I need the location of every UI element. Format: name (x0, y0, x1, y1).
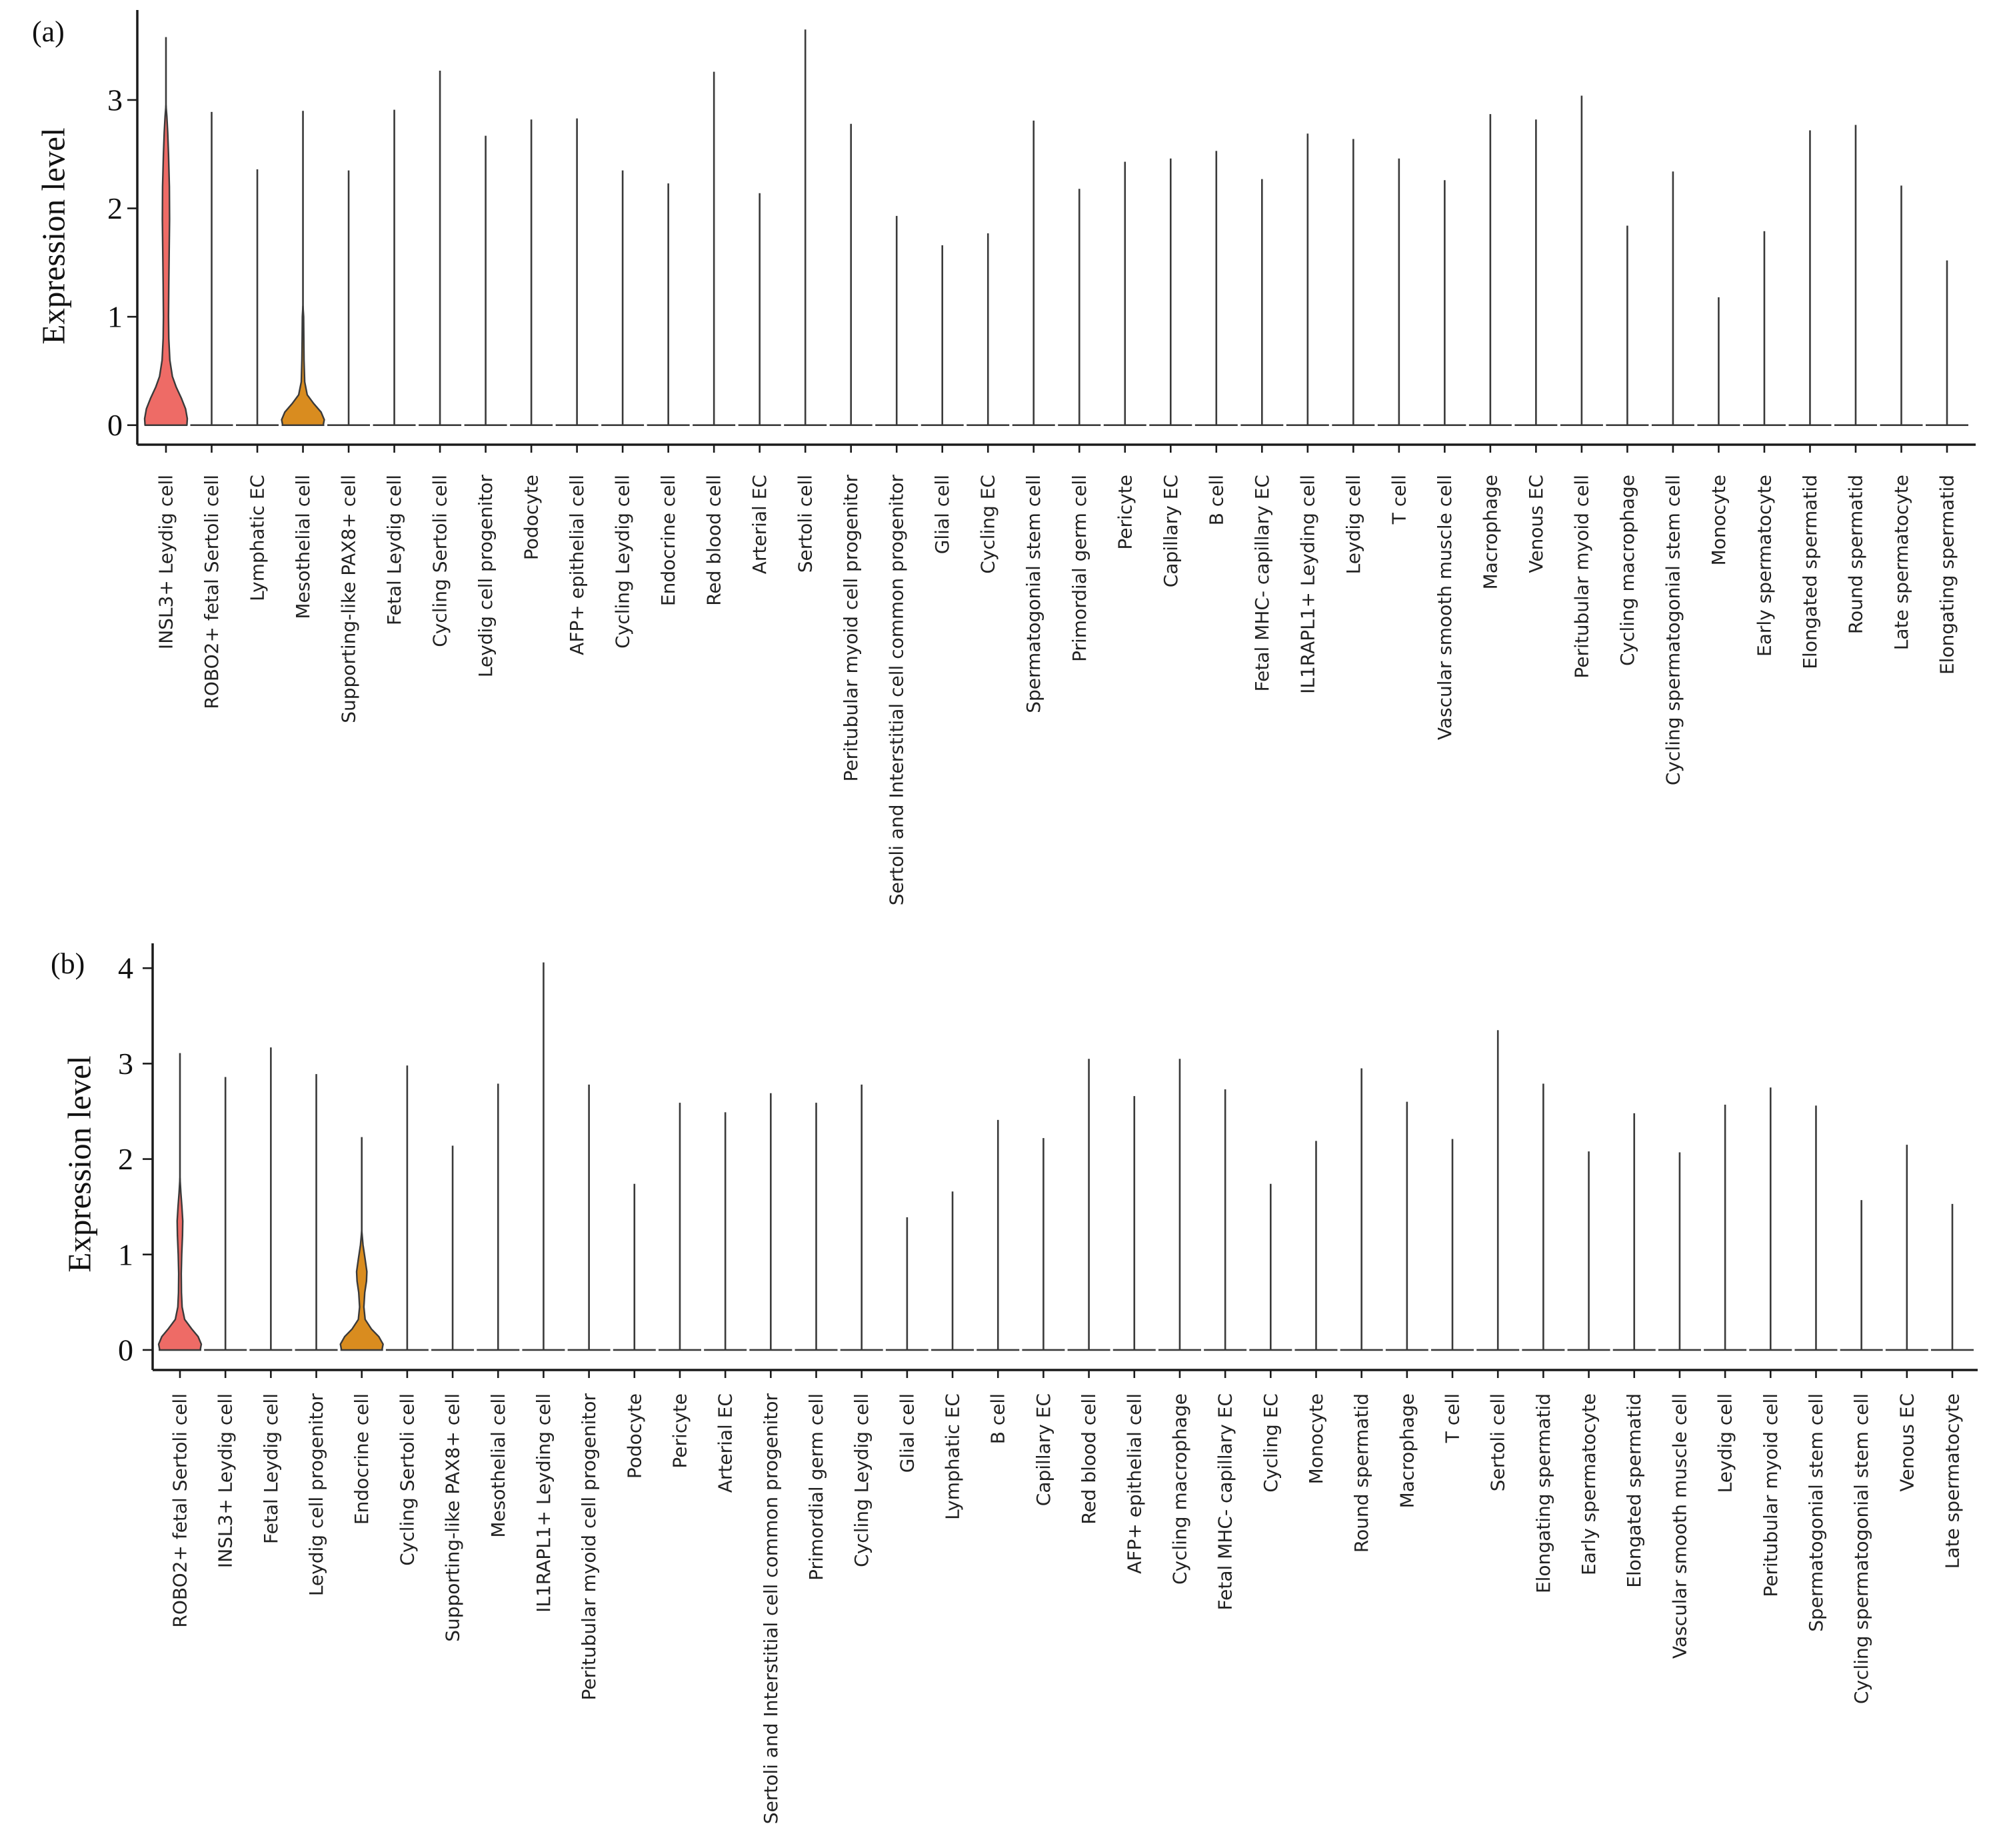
panel-a-category-label-sertoli-cell: Sertoli cell (794, 475, 817, 573)
panel-b-y-axis-title: Expression level (61, 1055, 98, 1273)
panel-b-category-label-t-cell: T cell (1441, 1393, 1464, 1443)
panel-b-category-label-robo2-plus-fetal-sertoli-cell: ROBO2+ fetal Sertoli cell (169, 1393, 191, 1628)
panel-b-ytick-label-4: 4 (118, 951, 133, 985)
panel-a-category-label-vascular-smooth-muscle-cell: Vascular smooth muscle cell (1433, 475, 1456, 741)
panel-b-category-label-afp-plus-epithelial-cell: AFP+ epithelial cell (1123, 1393, 1146, 1574)
panel-b-category-label-cycling-leydig-cell: Cycling Leydig cell (851, 1393, 873, 1567)
panel-a-label: (a) (32, 15, 65, 48)
panel-b-category-label-early-spermatocyte: Early spermatocyte (1578, 1393, 1600, 1575)
panel-a-category-label-mesothelial-cell: Mesothelial cell (292, 475, 315, 619)
panel-a-category-label-lymphatic-ec: Lymphatic EC (246, 475, 269, 601)
panel-a-ytick-label-3: 3 (107, 83, 123, 117)
panel-b-ytick-label-0: 0 (118, 1333, 133, 1367)
panel-a-category-label-cycling-sertoli-cell: Cycling Sertoli cell (429, 475, 451, 647)
panel-b-category-label-leydig-cell-progenitor: Leydig cell progenitor (305, 1393, 328, 1597)
panel-b-label: (b) (51, 947, 85, 980)
panel-b-category-label-cycling-macrophage: Cycling macrophage (1168, 1393, 1191, 1585)
panel-b-category-label-endocrine-cell: Endocrine cell (351, 1393, 373, 1525)
panel-b-category-label-venous-ec: Venous EC (1896, 1393, 1918, 1492)
panel-b-category-label-fetal-mhc-capillary-ec: Fetal MHC- capillary EC (1214, 1393, 1236, 1611)
panel-a-category-label-cycling-leydig-cell: Cycling Leydig cell (611, 474, 634, 649)
panel-a-category-label-cycling-macrophage: Cycling macrophage (1616, 475, 1638, 667)
panel-b-category-label-mesothelial-cell: Mesothelial cell (487, 1393, 509, 1538)
panel-a-category-label-early-spermatocyte: Early spermatocyte (1753, 475, 1776, 657)
panel-b-category-label-red-blood-cell: Red blood cell (1078, 1393, 1100, 1525)
panel-b-ytick-label-1: 1 (118, 1237, 133, 1272)
panel-b-category-label-capillary-ec: Capillary EC (1032, 1393, 1054, 1507)
panel-a-category-label-spermatogonial-stem-cell: Spermatogonial stem cell (1022, 475, 1045, 713)
panel-a-y-axis-title: Expression level (35, 127, 72, 345)
panel-a-category-label-capillary-ec: Capillary EC (1159, 475, 1182, 588)
panel-b-category-label-sertoli-and-interstitial-cell-common-progenitor: Sertoli and Interstitial cell common progenitor (759, 1393, 782, 1825)
panel-b-category-label-spermatogonial-stem-cell: Spermatogonial stem cell (1804, 1393, 1827, 1632)
panel-b-category-label-primordial-germ-cell: Primordial germ cell (805, 1393, 828, 1581)
panel-a-category-label-pericyte: Pericyte (1114, 475, 1136, 550)
panel-b-category-label-cycling-sertoli-cell: Cycling Sertoli cell (396, 1393, 419, 1566)
panel-a-category-label-primordial-germ-cell: Primordial germ cell (1068, 475, 1090, 662)
panel-a-category-label-elongating-spermatid: Elongating spermatid (1936, 475, 1958, 675)
panel-a-category-label-robo2-plus-fetal-sertoli-cell: ROBO2+ fetal Sertoli cell (201, 475, 223, 709)
panel-b-ytick-label-3: 3 (118, 1046, 133, 1081)
panel-a-ytick-label-2: 2 (107, 191, 123, 226)
panel-a-ytick-label-1: 1 (107, 299, 123, 334)
panel-b-category-label-lymphatic-ec: Lymphatic EC (941, 1393, 964, 1520)
panel-a-category-label-il1rapl1-plus-leyding-cell: IL1RAPL1+ Leyding cell (1296, 475, 1319, 694)
panel-a-category-label-afp-plus-epithelial-cell: AFP+ epithelial cell (566, 475, 589, 655)
panel-a-category-label-glial-cell: Glial cell (931, 475, 954, 555)
panel-b-category-label-elongating-spermatid: Elongating spermatid (1532, 1393, 1554, 1594)
panel-b-category-label-glial-cell: Glial cell (896, 1393, 919, 1473)
panel-a-category-label-peritubular-myoid-cell: Peritubular myoid cell (1570, 475, 1593, 679)
panel-b-category-label-macrophage: Macrophage (1396, 1393, 1418, 1509)
panel-b-category-label-monocyte: Monocyte (1304, 1393, 1327, 1485)
panel-b-category-label-il1rapl1-plus-leyding-cell: IL1RAPL1+ Leyding cell (532, 1393, 555, 1613)
panel-b-category-label-round-spermatid: Round spermatid (1350, 1393, 1373, 1553)
panel-b-category-label-arterial-ec: Arterial EC (714, 1393, 737, 1493)
panel-b-category-label-supporting-like-pax8-plus-cell: Supporting-like PAX8+ cell (441, 1393, 464, 1642)
panel-b-category-label-cycling-spermatogonial-stem-cell: Cycling spermatogonial stem cell (1850, 1393, 1873, 1705)
panel-a-category-label-fetal-leydig-cell: Fetal Leydig cell (383, 475, 406, 625)
panel-b-category-label-insl3-plus-leydig-cell: INSL3+ Leydig cell (214, 1393, 237, 1569)
panel-a-category-label-red-blood-cell: Red blood cell (703, 475, 725, 606)
panel-b-category-label-peritubular-myoid-cell: Peritubular myoid cell (1759, 1393, 1782, 1597)
panel-a-category-label-peritubular-myoid-cell-progenitor: Peritubular myoid cell progenitor (840, 475, 863, 782)
panel-a-category-label-late-spermatocyte: Late spermatocyte (1890, 475, 1912, 651)
panel-b-category-label-b-cell: B cell (987, 1393, 1009, 1445)
panel-a-category-label-round-spermatid: Round spermatid (1844, 475, 1867, 635)
panel-a-category-label-supporting-like-pax8-plus-cell: Supporting-like PAX8+ cell (337, 475, 360, 723)
panel-a-category-label-elongated-spermatid: Elongated spermatid (1798, 475, 1821, 669)
panel-a-category-label-cycling-spermatogonial-stem-cell: Cycling spermatogonial stem cell (1662, 475, 1684, 786)
panel-b-ytick-label-2: 2 (118, 1142, 133, 1177)
panel-a-category-label-leydig-cell-progenitor: Leydig cell progenitor (475, 475, 497, 678)
panel-a-category-label-t-cell: T cell (1388, 475, 1410, 525)
panel-a-category-label-sertoli-and-interstitial-cell-common-progenitor: Sertoli and Interstitial cell common progenitor (885, 475, 908, 906)
panel-b-category-label-cycling-ec: Cycling EC (1259, 1393, 1282, 1493)
panel-b-category-label-vascular-smooth-muscle-cell: Vascular smooth muscle cell (1668, 1393, 1691, 1659)
panel-b-category-label-leydig-cell: Leydig cell (1714, 1393, 1736, 1493)
panel-a-category-label-venous-ec: Venous EC (1524, 475, 1547, 573)
panel-b-category-label-sertoli-cell: Sertoli cell (1486, 1393, 1509, 1492)
panel-b-category-label-peritubular-myoid-cell-progenitor: Peritubular myoid cell progenitor (578, 1393, 601, 1701)
panel-b-category-label-elongated-spermatid: Elongated spermatid (1623, 1393, 1646, 1588)
panel-a-category-label-fetal-mhc-capillary-ec: Fetal MHC- capillary EC (1250, 474, 1273, 692)
panel-a-category-label-insl3-plus-leydig-cell: INSL3+ Leydig cell (155, 475, 177, 650)
panel-a-category-label-arterial-ec: Arterial EC (749, 475, 771, 575)
panel-a-category-label-podocyte: Podocyte (520, 475, 543, 561)
panel-a-category-label-leydig-cell: Leydig cell (1342, 475, 1364, 575)
panel-a-category-label-endocrine-cell: Endocrine cell (657, 475, 680, 607)
panel-b-category-label-late-spermatocyte: Late spermatocyte (1941, 1393, 1964, 1569)
panel-b-category-label-fetal-leydig-cell: Fetal Leydig cell (259, 1393, 282, 1544)
panel-b-category-label-podocyte: Podocyte (623, 1393, 646, 1479)
panel-a-category-label-macrophage: Macrophage (1479, 475, 1502, 590)
panel-a-category-label-monocyte: Monocyte (1707, 475, 1730, 566)
panel-a-category-label-cycling-ec: Cycling EC (977, 475, 999, 574)
panel-b-category-label-pericyte: Pericyte (669, 1393, 691, 1469)
panel-a-category-label-b-cell: B cell (1205, 475, 1228, 526)
panel-a-ytick-label-0: 0 (107, 408, 123, 443)
